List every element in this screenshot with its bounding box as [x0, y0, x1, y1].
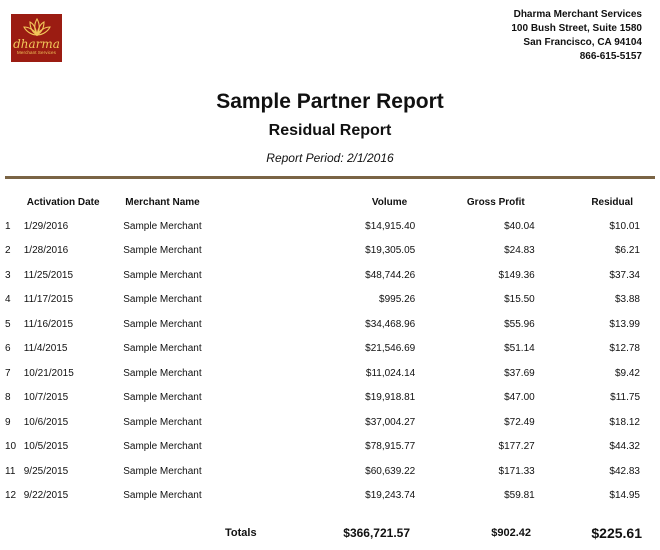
cell-gross-profit: $171.33 [498, 465, 535, 477]
cell-row-number: 12 [5, 490, 17, 502]
cell-gross-profit: $51.14 [504, 343, 535, 355]
cell-merchant-name: Sample Merchant [123, 416, 202, 428]
cell-residual: $14.95 [609, 490, 640, 502]
cell-merchant-name: Sample Merchant [123, 269, 202, 281]
company-logo [11, 14, 62, 62]
cell-merchant-name: Sample Merchant [123, 343, 202, 355]
cell-residual: $11.75 [610, 392, 640, 404]
cell-row-number: 6 [5, 343, 11, 355]
table-row [0, 484, 660, 509]
report-title: Sample Partner Report [216, 90, 444, 113]
cell-row-number: 1 [5, 220, 11, 232]
cell-volume: $37,004.27 [365, 416, 416, 428]
cell-residual: $6.21 [614, 245, 640, 257]
cell-row-number: 4 [5, 294, 11, 306]
cell-gross-profit: $149.36 [498, 269, 535, 281]
header-activation-date: Activation Date [26, 196, 100, 208]
logo-subtitle: Merchant Services [17, 50, 56, 55]
cell-activation-date: 11/16/2015 [23, 318, 74, 330]
cell-volume: $21,546.69 [365, 343, 416, 355]
table-row [0, 410, 660, 435]
cell-gross-profit: $177.27 [498, 441, 535, 453]
logo-wordmark: dharma [13, 37, 60, 51]
cell-residual: $37.34 [609, 269, 640, 281]
cell-volume: $19,305.05 [365, 245, 416, 257]
cell-activation-date: 1/29/2016 [23, 220, 69, 232]
totals-label: Totals [225, 527, 257, 539]
cell-gross-profit: $24.83 [504, 245, 535, 257]
cell-gross-profit: $15.50 [504, 294, 535, 306]
cell-merchant-name: Sample Merchant [123, 392, 202, 404]
cell-row-number: 7 [5, 367, 11, 379]
cell-merchant-name: Sample Merchant [123, 245, 202, 257]
report-subtitle: Residual Report [268, 122, 392, 139]
table-row [0, 361, 660, 386]
cell-activation-date: 1/28/2016 [23, 245, 69, 257]
cell-merchant-name: Sample Merchant [123, 490, 202, 502]
cell-volume: $14,915.40 [365, 220, 416, 232]
lotus-icon [22, 17, 52, 37]
cell-row-number: 10 [5, 441, 17, 453]
cell-residual: $13.99 [609, 318, 640, 330]
cell-activation-date: 10/6/2015 [23, 416, 69, 428]
table-row [0, 337, 660, 362]
cell-residual: $10.01 [609, 220, 640, 232]
header-residual: Residual [591, 196, 633, 208]
company-name: Dharma Merchant Services [513, 9, 642, 20]
table-row [0, 288, 660, 313]
company-phone: 866-615-5157 [579, 51, 642, 62]
header-gross-profit: Gross Profit [466, 196, 525, 208]
cell-activation-date: 9/25/2015 [23, 465, 69, 477]
table-row [0, 386, 660, 411]
cell-activation-date: 10/21/2015 [23, 367, 74, 379]
cell-residual: $44.32 [609, 441, 640, 453]
table-header-row [0, 190, 660, 214]
cell-volume: $34,468.96 [365, 318, 416, 330]
header-row-number [0, 190, 24, 214]
table-row [0, 239, 660, 264]
header-merchant-name: Merchant Name [125, 196, 200, 208]
cell-merchant-name: Sample Merchant [123, 441, 202, 453]
table-body [0, 214, 660, 508]
cell-merchant-name: Sample Merchant [123, 220, 202, 232]
company-address-line2: San Francisco, CA 94104 [523, 37, 642, 48]
cell-row-number: 5 [5, 318, 11, 330]
cell-merchant-name: Sample Merchant [123, 294, 202, 306]
cell-residual: $18.12 [609, 416, 640, 428]
report-period: Report Period: 2/1/2016 [266, 151, 394, 165]
totals-gross-profit: $902.42 [491, 527, 531, 539]
cell-residual: $12.78 [609, 343, 640, 355]
totals-residual: $225.61 [591, 525, 642, 541]
cell-activation-date: 10/5/2015 [23, 441, 69, 453]
cell-residual: $9.42 [614, 367, 640, 379]
cell-gross-profit: $72.49 [504, 416, 535, 428]
cell-merchant-name: Sample Merchant [123, 318, 202, 330]
cell-row-number: 2 [5, 245, 11, 257]
cell-row-number: 9 [5, 416, 11, 428]
cell-merchant-name: Sample Merchant [123, 465, 202, 477]
header-divider [5, 176, 655, 179]
cell-volume: $19,243.74 [365, 490, 416, 502]
cell-activation-date: 11/4/2015 [23, 343, 68, 355]
cell-activation-date: 11/17/2015 [23, 294, 74, 306]
cell-volume: $11,024.14 [365, 367, 416, 379]
cell-volume: $48,744.26 [365, 269, 416, 281]
cell-merchant-name: Sample Merchant [123, 367, 202, 379]
table-row [0, 435, 660, 460]
cell-row-number: 11 [5, 465, 16, 477]
company-address-line1: 100 Bush Street, Suite 1580 [511, 23, 642, 34]
cell-volume: $995.26 [379, 294, 416, 306]
cell-volume: $19,918.81 [365, 392, 416, 404]
table-row [0, 312, 660, 337]
cell-gross-profit: $55.96 [504, 318, 535, 330]
cell-row-number: 3 [5, 269, 11, 281]
cell-gross-profit: $40.04 [504, 220, 535, 232]
cell-gross-profit: $37.69 [504, 367, 535, 379]
company-info [511, 8, 642, 64]
table-row [0, 459, 660, 484]
cell-activation-date: 11/25/2015 [23, 269, 74, 281]
header-volume: Volume [371, 196, 408, 208]
cell-volume: $60,639.22 [365, 465, 416, 477]
residual-table [0, 190, 660, 508]
cell-gross-profit: $47.00 [504, 392, 535, 404]
table-row [0, 214, 660, 239]
cell-residual: $3.88 [614, 294, 640, 306]
totals-row [0, 524, 660, 544]
cell-gross-profit: $59.81 [504, 490, 535, 502]
totals-volume: $366,721.57 [343, 526, 410, 540]
table-row [0, 263, 660, 288]
cell-row-number: 8 [5, 392, 11, 404]
cell-activation-date: 10/7/2015 [23, 392, 69, 404]
cell-activation-date: 9/22/2015 [23, 490, 69, 502]
cell-volume: $78,915.77 [365, 441, 416, 453]
cell-residual: $42.83 [609, 465, 640, 477]
